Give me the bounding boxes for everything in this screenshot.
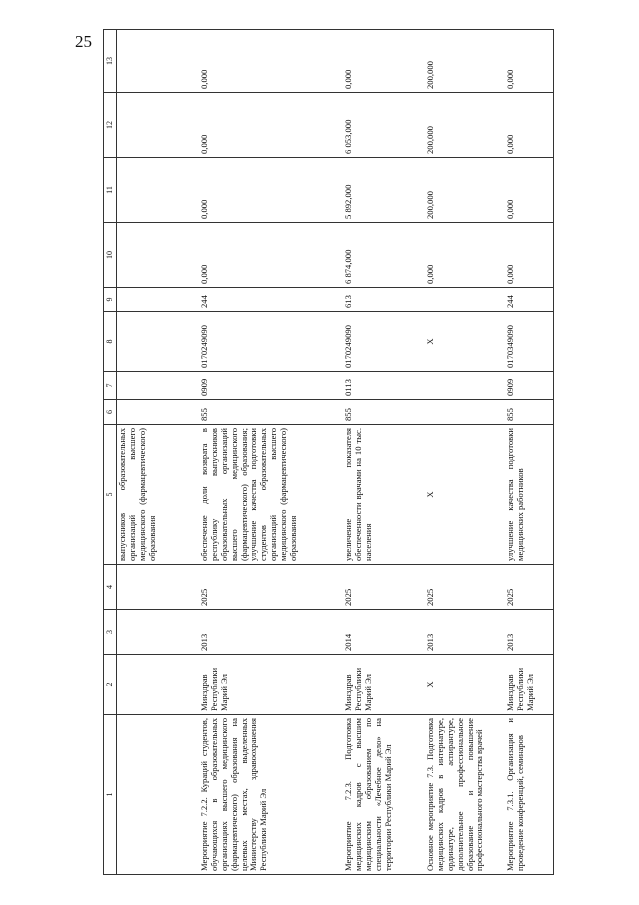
table-row (199, 30, 343, 875)
cell-start-year: 2013 (425, 610, 505, 655)
cell-end-year: 2025 (343, 565, 425, 610)
cell-value: 0,000 (505, 93, 554, 158)
cell-result: увеличение показателя обеспеченности врачами на 10 тыс. населения (343, 425, 425, 565)
budget-table (103, 29, 554, 875)
cell-value (117, 30, 200, 93)
cell-value (117, 158, 200, 223)
cell-executor: Х (425, 655, 505, 715)
table-row (117, 30, 200, 875)
cell-grbs (425, 400, 505, 425)
cell-vr: 244 (199, 288, 343, 312)
cell-end-year: 2025 (425, 565, 505, 610)
cell-rzpr: 0909 (199, 372, 343, 400)
cell-end-year: 2025 (199, 565, 343, 610)
cell-value: 6 053,000 (343, 93, 425, 158)
cell-rzpr: 0909 (505, 372, 554, 400)
cell-value: 0,000 (199, 93, 343, 158)
cell-executor (117, 655, 200, 715)
cell-result: улучшение качества подготовки медицинских работников (505, 425, 554, 565)
cell-value (117, 93, 200, 158)
header-cell: 10 (104, 223, 117, 288)
header-cell: 11 (104, 158, 117, 223)
rotated-table-container (103, 30, 543, 875)
cell-value: 200,000 (425, 93, 505, 158)
cell-measure: Мероприятие 7.2.3. Подготовка медицинских кадров с высшим медицинским образованием по специальности «Лечебное дело» на территории Республики Марий Эл (343, 715, 425, 875)
cell-vr (425, 288, 505, 312)
header-cell: 5 (104, 425, 117, 565)
cell-csr: 0170349090 (505, 312, 554, 372)
header-cell: 1 (104, 715, 117, 875)
cell-csr: Х (425, 312, 505, 372)
cell-measure: Основное мероприятие 7.3. Подготовка медицинских кадров в интернатуре, ординатуре, аспирантуре, дополнительное профессиональное образование и повышение профессионального мастерства врачей (425, 715, 505, 875)
cell-measure: Мероприятие 7.2.2. Кураций студентов, обучающихся в образовательных организациях высшего медицинского (фармацевтического) образования на целевых местах, выделенных Министерству здравоохранения Республики Марий Эл (199, 715, 343, 875)
cell-rzpr (425, 372, 505, 400)
cell-measure (117, 715, 200, 875)
cell-start-year: 2013 (199, 610, 343, 655)
cell-value: 6 874,000 (343, 223, 425, 288)
cell-value: 0,000 (199, 30, 343, 93)
cell-value: 200,000 (425, 30, 505, 93)
cell-executor: Минздрав Республики Марий Эл (505, 655, 554, 715)
cell-end-year: 2025 (505, 565, 554, 610)
header-cell: 7 (104, 372, 117, 400)
page-number: 25 (75, 32, 92, 51)
cell-csr (117, 312, 200, 372)
cell-value: 0,000 (505, 30, 554, 93)
cell-vr (117, 288, 200, 312)
cell-start-year (117, 610, 200, 655)
header-cell: 3 (104, 610, 117, 655)
cell-executor: Минздрав Республики Марий Эл (343, 655, 425, 715)
cell-grbs: 855 (199, 400, 343, 425)
cell-result: Х (425, 425, 505, 565)
cell-rzpr: 0113 (343, 372, 425, 400)
cell-grbs (117, 400, 200, 425)
cell-grbs: 855 (505, 400, 554, 425)
cell-start-year: 2014 (343, 610, 425, 655)
cell-value: 0,000 (343, 30, 425, 93)
header-cell: 2 (104, 655, 117, 715)
cell-rzpr (117, 372, 200, 400)
cell-value: 0,000 (199, 158, 343, 223)
header-cell: 6 (104, 400, 117, 425)
cell-measure: Мероприятие 7.3.1. Организация и проведение конференций, семинаров (505, 715, 554, 875)
cell-csr: 0170249090 (343, 312, 425, 372)
header-cell: 12 (104, 93, 117, 158)
table-row (425, 30, 505, 875)
cell-value (117, 223, 200, 288)
cell-executor: Минздрав Республики Марий Эл (199, 655, 343, 715)
cell-value: 5 892,000 (343, 158, 425, 223)
cell-value: 0,000 (505, 223, 554, 288)
cell-value: 0,000 (505, 158, 554, 223)
table-row (343, 30, 425, 875)
cell-value: 0,000 (199, 223, 343, 288)
cell-value: 0,000 (425, 223, 505, 288)
cell-csr: 0170249090 (199, 312, 343, 372)
cell-grbs: 855 (343, 400, 425, 425)
header-cell: 9 (104, 288, 117, 312)
cell-start-year: 2013 (505, 610, 554, 655)
table-row (505, 30, 554, 875)
cell-vr: 244 (505, 288, 554, 312)
header-cell: 13 (104, 30, 117, 93)
cell-value: 200,000 (425, 158, 505, 223)
header-cell: 4 (104, 565, 117, 610)
cell-result: выпускников образовательных организаций высшего медицинского (фармацевтического) образования (117, 425, 200, 565)
cell-end-year (117, 565, 200, 610)
cell-result: обеспечение доли возврата в республику выпускников образовательных организаций высшего медицинского (фармацевтического) образования; улучшение качества подготовки студентов образовательных организаций высшего медицинского (фармацевтического) образования (199, 425, 343, 565)
cell-vr: 613 (343, 288, 425, 312)
header-cell: 8 (104, 312, 117, 372)
header-row (104, 30, 117, 875)
